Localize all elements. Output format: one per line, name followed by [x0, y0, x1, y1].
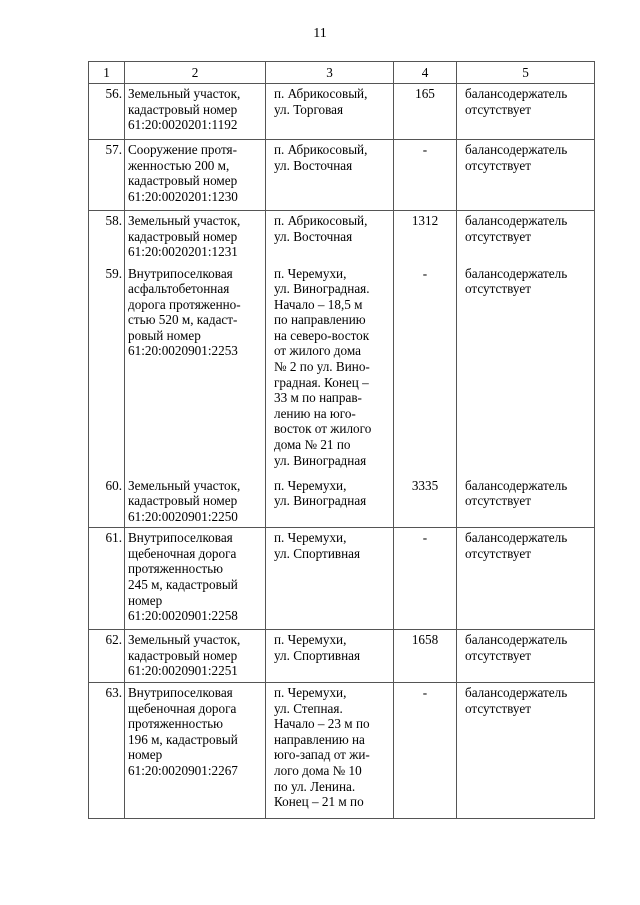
table-body [89, 84, 595, 819]
object-name-cell: Внутрипоселковая асфальтобетонная дорога протяженно- стью 520 м, кадаст- ровый номер 61:20:0020901:2253 [125, 264, 266, 476]
object-name-cell: Земельный участок, кадастровый номер 61:20:0020201:1231 [125, 211, 266, 264]
balance-holder-cell: балансодержатель отсутствует [457, 140, 595, 211]
object-location-cell: п. Абрикосовый, ул. Восточная [266, 211, 394, 264]
object-location-cell: п. Абрикосовый, ул. Восточная [266, 140, 394, 211]
table-row [89, 264, 595, 476]
balance-holder-cell: балансодержатель отсутствует [457, 528, 595, 630]
object-area-cell: 1658 [394, 630, 457, 683]
balance-holder-cell: балансодержатель отсутствует [457, 683, 595, 819]
object-location-cell: п. Черемухи, ул. Виноградная. Начало – 18,5 м по направлению на северо-восток от жилого дома № 2 по ул. Вино- градная. Конец – 33 м по направ- лению на юго- восток от жилого дома № 21 по ул. Виноградная [266, 264, 394, 476]
header-cell: 5 [457, 62, 595, 84]
row-number-cell: 56. [89, 84, 125, 140]
object-area-cell: - [394, 264, 457, 476]
object-area-cell: 165 [394, 84, 457, 140]
row-number-cell: 58. [89, 211, 125, 264]
balance-holder-cell: балансодержатель отсутствует [457, 630, 595, 683]
table-row [89, 84, 595, 140]
object-location-cell: п. Черемухи, ул. Степная. Начало – 23 м по направлению на юго-запад от жи- лого дома № 10 по ул. Ленина. Конец – 21 м по [266, 683, 394, 819]
object-name-cell: Внутрипоселковая щебеночная дорога протяженностью 196 м, кадастровый номер 61:20:0020901:2267 [125, 683, 266, 819]
object-name-cell: Земельный участок, кадастровый номер 61:20:0020901:2250 [125, 476, 266, 528]
header-cell: 3 [266, 62, 394, 84]
header-cell: 2 [125, 62, 266, 84]
property-registry-table [88, 61, 595, 819]
object-area-cell: 3335 [394, 476, 457, 528]
row-number-cell: 60. [89, 476, 125, 528]
header-row [89, 62, 595, 84]
row-number-cell: 63. [89, 683, 125, 819]
object-area-cell: 1312 [394, 211, 457, 264]
row-number-cell: 57. [89, 140, 125, 211]
balance-holder-cell: балансодержатель отсутствует [457, 84, 595, 140]
table-row [89, 476, 595, 528]
balance-holder-cell: балансодержатель отсутствует [457, 211, 595, 264]
header-cell: 1 [89, 62, 125, 84]
object-name-cell: Земельный участок, кадастровый номер 61:20:0020901:2251 [125, 630, 266, 683]
balance-holder-cell: балансодержатель отсутствует [457, 476, 595, 528]
row-number-cell: 59. [89, 264, 125, 476]
balance-holder-cell: балансодержатель отсутствует [457, 264, 595, 476]
header-cell: 4 [394, 62, 457, 84]
row-number-cell: 62. [89, 630, 125, 683]
object-name-cell: Сооружение протя- женностью 200 м, кадастровый номер 61:20:0020201:1230 [125, 140, 266, 211]
object-area-cell: - [394, 528, 457, 630]
object-name-cell: Внутрипоселковая щебеночная дорога протяженностью 245 м, кадастровый номер 61:20:0020901:2258 [125, 528, 266, 630]
object-location-cell: п. Черемухи, ул. Спортивная [266, 528, 394, 630]
object-location-cell: п. Черемухи, ул. Спортивная [266, 630, 394, 683]
object-location-cell: п. Абрикосовый, ул. Торговая [266, 84, 394, 140]
table-row [89, 528, 595, 630]
table-row [89, 140, 595, 211]
object-area-cell: - [394, 683, 457, 819]
row-number-cell: 61. [89, 528, 125, 630]
table-row [89, 683, 595, 819]
table-row [89, 211, 595, 264]
object-area-cell: - [394, 140, 457, 211]
object-location-cell: п. Черемухи, ул. Виноградная [266, 476, 394, 528]
object-name-cell: Земельный участок, кадастровый номер 61:20:0020201:1192 [125, 84, 266, 140]
page-number: 11 [313, 26, 327, 41]
table-row [89, 630, 595, 683]
